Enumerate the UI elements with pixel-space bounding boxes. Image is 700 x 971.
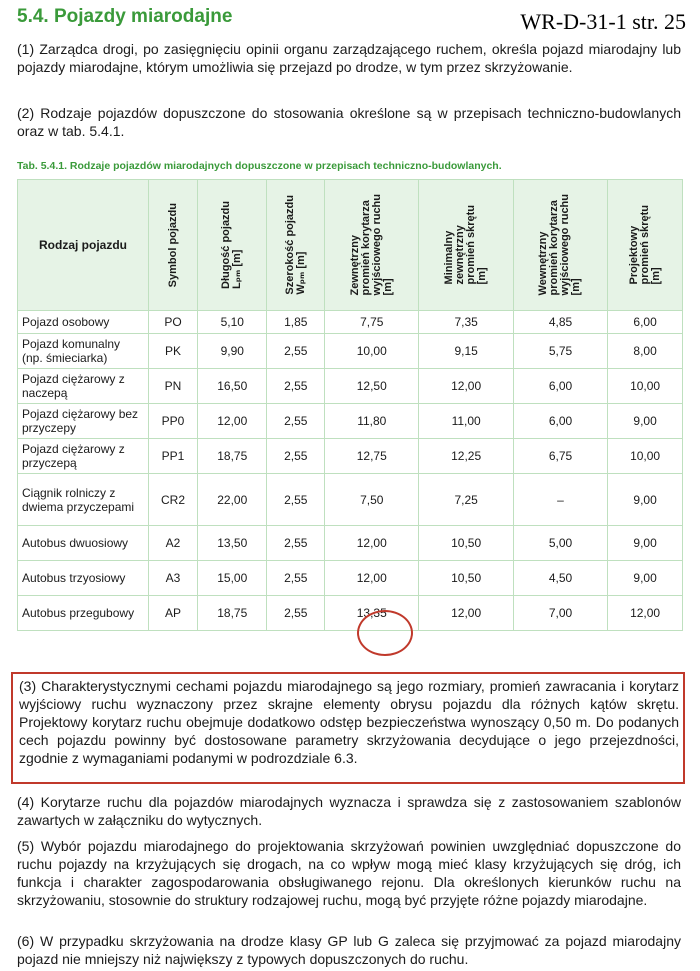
header-symbol: Symbol pojazdu	[149, 180, 198, 311]
symbol-cell: AP	[149, 596, 198, 631]
vehicle-type-cell: Autobus trzyosiowy	[18, 561, 149, 596]
header-width: Szerokość pojazdu Wₚₘ [m]	[267, 180, 325, 311]
value-cell: 4,85	[513, 311, 607, 334]
value-cell: 2,55	[267, 526, 325, 561]
value-cell: 12,00	[325, 561, 419, 596]
vehicle-type-cell: Pojazd ciężarowy z przyczepą	[18, 439, 149, 474]
value-cell: 1,85	[267, 311, 325, 334]
value-cell: 9,00	[608, 526, 683, 561]
symbol-cell: PN	[149, 369, 198, 404]
value-cell: 13,50	[198, 526, 267, 561]
value-cell: 2,55	[267, 404, 325, 439]
value-cell: 7,25	[419, 474, 513, 526]
value-cell: 7,75	[325, 311, 419, 334]
value-cell: 2,55	[267, 561, 325, 596]
value-cell: 18,75	[198, 439, 267, 474]
value-cell: 10,50	[419, 526, 513, 561]
value-cell: 12,50	[325, 369, 419, 404]
symbol-cell: PO	[149, 311, 198, 334]
paragraph-5: (5) Wybór pojazdu miarodajnego do projektowania skrzyżowań powinien uwzględniać dopuszczone do ruchu pojazdy na krzyżujących się drogach, na co wpływ mogą mieć klasy krzyżujących się dróg, ich funkcja i charakter zagospodarowania obsługiwanego rejonu. Dla określonych kierunków ruchu na skrzyżowaniu, stosownie do struktury rodzajowej ruchu, mogą być przyjęte różne pojazdy miarodajne.	[17, 838, 681, 908]
value-cell: 15,00	[198, 561, 267, 596]
value-cell: 10,00	[608, 439, 683, 474]
table-row	[18, 474, 683, 526]
value-cell: 12,75	[325, 439, 419, 474]
header-inner-corridor-radius: Wewnętrzny promień korytarza wyjściowego ruchu [m]	[513, 180, 607, 311]
page-identifier: WR-D-31-1 str. 25	[520, 9, 686, 34]
value-cell: 10,00	[608, 369, 683, 404]
value-cell: 12,00	[419, 596, 513, 631]
symbol-cell: PP1	[149, 439, 198, 474]
vehicle-table	[17, 179, 683, 631]
vehicle-type-cell: Pojazd komunalny (np. śmieciarka)	[18, 334, 149, 369]
value-cell: 10,00	[325, 334, 419, 369]
value-cell: 6,00	[513, 369, 607, 404]
value-cell: 10,50	[419, 561, 513, 596]
vehicle-type-cell: Autobus dwuosiowy	[18, 526, 149, 561]
value-cell: 5,75	[513, 334, 607, 369]
value-cell: 22,00	[198, 474, 267, 526]
value-cell: 13,35	[325, 596, 419, 631]
table-row	[18, 369, 683, 404]
table-caption: Tab. 5.4.1. Rodzaje pojazdów miarodajnych dopuszczone w przepisach techniczno-budowlanych.	[17, 160, 502, 172]
value-cell: 8,00	[608, 334, 683, 369]
value-cell: 7,00	[513, 596, 607, 631]
value-cell: 9,15	[419, 334, 513, 369]
value-cell: 11,00	[419, 404, 513, 439]
vehicle-type-cell: Pojazd ciężarowy z naczepą	[18, 369, 149, 404]
vehicle-type-cell: Autobus przegubowy	[18, 596, 149, 631]
highlight-circle-value	[357, 610, 413, 656]
value-cell: 18,75	[198, 596, 267, 631]
value-cell: 2,55	[267, 474, 325, 526]
value-cell: 6,00	[513, 404, 607, 439]
table-row	[18, 526, 683, 561]
value-cell: 2,55	[267, 334, 325, 369]
value-cell: 4,50	[513, 561, 607, 596]
section-title: 5.4. Pojazdy miarodajne	[17, 6, 233, 27]
value-cell: 9,00	[608, 404, 683, 439]
paragraph-6: (6) W przypadku skrzyżowania na drodze klasy GP lub G zaleca się przyjmować za pojazd miarodajny pojazd nie mniejszy niż największy z typowych dopuszczonych do ruchu.	[17, 933, 681, 967]
value-cell: –	[513, 474, 607, 526]
paragraph-3: (3) Charakterystycznymi cechami pojazdu miarodajnego są jego rozmiary, promień zawracania i korytarz wyjściowy ruchu wyznaczony przez skrajne elementy obrysu pojazdu dla różnych kątów skrętu. Projektowy korytarz ruchu obejmuje dodatkowo odstęp bezpieczeństwa wynoszący 0,50 m. Do podanych cech pojazdu powinny być dostosowane parametry skrzyżowania decydujące o jego przejezdności, zgodnie z wymaganiami podanymi w podrozdziale 6.3.	[19, 678, 679, 766]
value-cell: 5,10	[198, 311, 267, 334]
table-row	[18, 311, 683, 334]
vehicle-type-cell: Pojazd osobowy	[18, 311, 149, 334]
table-row	[18, 404, 683, 439]
value-cell: 6,75	[513, 439, 607, 474]
value-cell: 5,00	[513, 526, 607, 561]
symbol-cell: PK	[149, 334, 198, 369]
value-cell: 12,00	[419, 369, 513, 404]
table-row	[18, 334, 683, 369]
header-min-outer-turn-radius: Minimalny zewnętrzny promień skrętu [m]	[419, 180, 513, 311]
value-cell: 11,80	[325, 404, 419, 439]
header-design-turn-radius: Projektowy promień skrętu [m]	[608, 180, 683, 311]
value-cell: 16,50	[198, 369, 267, 404]
header-outer-corridor-radius: Zewnętrzny promień korytarza wyjściowego ruchu [m]	[325, 180, 419, 311]
value-cell: 2,55	[267, 439, 325, 474]
value-cell: 9,90	[198, 334, 267, 369]
header-length: Długość pojazdu Lₚₘ [m]	[198, 180, 267, 311]
value-cell: 2,55	[267, 596, 325, 631]
paragraph-4: (4) Korytarze ruchu dla pojazdów miarodajnych wyznacza i sprawdza się z zastosowaniem szablonów zawartych w załączniku do wytycznych.	[17, 794, 681, 828]
symbol-cell: A2	[149, 526, 198, 561]
paragraph-2: (2) Rodzaje pojazdów dopuszczone do stosowania określone są w przepisach techniczno-budowlanych oraz w tab. 5.4.1.	[17, 105, 681, 139]
header-vehicle-type: Rodzaj pojazdu	[18, 180, 149, 311]
table-row	[18, 439, 683, 474]
value-cell: 7,35	[419, 311, 513, 334]
value-cell: 12,25	[419, 439, 513, 474]
value-cell: 9,00	[608, 561, 683, 596]
value-cell: 12,00	[608, 596, 683, 631]
table-row	[18, 561, 683, 596]
value-cell: 2,55	[267, 369, 325, 404]
value-cell: 12,00	[325, 526, 419, 561]
table-row	[18, 596, 683, 631]
paragraph-1: (1) Zarządca drogi, po zasięgnięciu opinii organu zarządzającego ruchem, określa pojazd miarodajny lub pojazdy miarodajne, którym umożliwia się przejazd po drodze, w tym przez skrzyżowanie.	[17, 41, 681, 75]
table-header-row	[18, 180, 683, 311]
value-cell: 6,00	[608, 311, 683, 334]
vehicle-type-cell: Ciągnik rolniczy z dwiema przyczepami	[18, 474, 149, 526]
symbol-cell: CR2	[149, 474, 198, 526]
symbol-cell: PP0	[149, 404, 198, 439]
vehicle-type-cell: Pojazd ciężarowy bez przyczepy	[18, 404, 149, 439]
value-cell: 12,00	[198, 404, 267, 439]
value-cell: 9,00	[608, 474, 683, 526]
value-cell: 7,50	[325, 474, 419, 526]
symbol-cell: A3	[149, 561, 198, 596]
